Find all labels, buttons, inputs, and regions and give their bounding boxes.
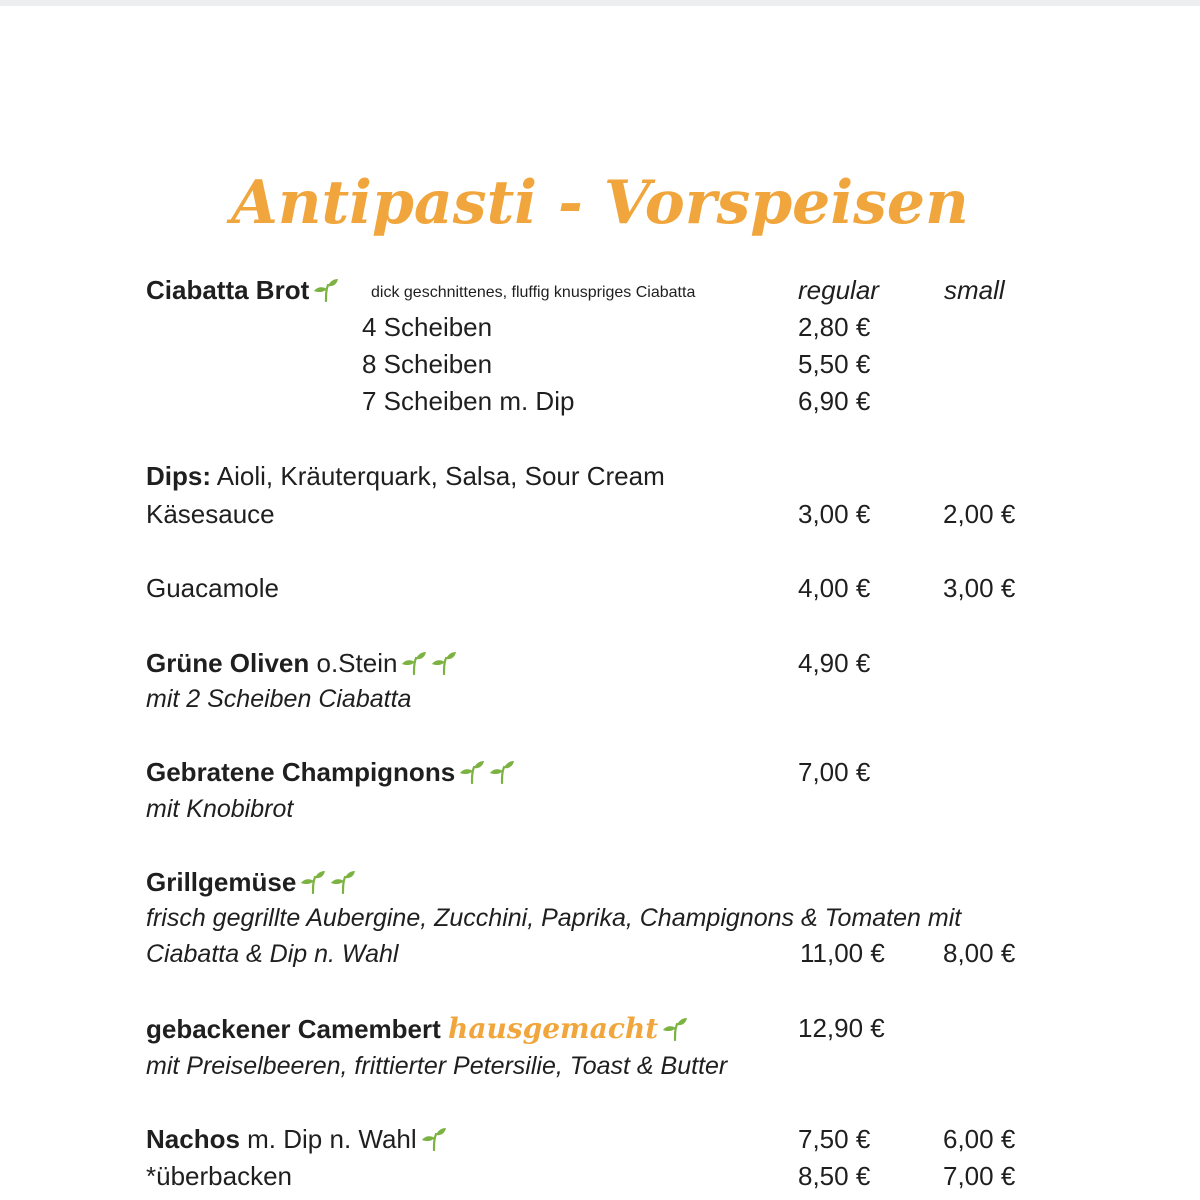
price-small: 2,00 €	[943, 499, 1016, 529]
menu-item-camembert	[146, 1014, 688, 1044]
price-small: 7,00 €	[943, 1161, 1016, 1191]
item-description: Ciabatta & Dip n. Wahl	[146, 940, 399, 968]
sprout-icon	[300, 870, 326, 894]
price-regular: 7,00 €	[798, 757, 871, 787]
item-description: mit 2 Scheiben Ciabatta	[146, 685, 412, 713]
item-name: Grillgemüse	[146, 867, 297, 897]
price-regular: 8,50 €	[798, 1161, 871, 1191]
price-regular: 4,90 €	[798, 648, 871, 678]
item-description: Aioli, Kräuterquark, Salsa, Sour Cream	[211, 461, 665, 491]
item-description: mit Knobibrot	[146, 795, 294, 823]
item-name: Nachos	[146, 1124, 240, 1154]
menu-item-champignons	[146, 757, 515, 787]
price-small: 6,00 €	[943, 1124, 1016, 1154]
menu-item-guacamole: Guacamole	[146, 573, 279, 603]
page-title: Antipasti - Vorspeisen	[231, 168, 969, 238]
menu-item-grillgemuese	[146, 867, 356, 897]
item-description: frisch gegrillte Aubergine, Zucchini, Paprika, Champignons & Tomaten mit	[146, 904, 962, 932]
sprout-icon	[489, 760, 515, 784]
item-suffix: m. Dip n. Wahl	[239, 1124, 417, 1154]
price-regular: 3,00 €	[798, 499, 871, 529]
option-label: 7 Scheiben m. Dip	[362, 386, 575, 416]
homemade-tag: hausgemacht	[448, 1012, 659, 1045]
menu-item-nachos	[146, 1124, 447, 1154]
sprout-icon	[313, 278, 339, 302]
menu-item-ciabatta	[146, 275, 339, 305]
item-name: Ciabatta Brot	[146, 275, 310, 305]
option-label: 4 Scheiben	[362, 312, 493, 342]
menu-item-dips	[146, 461, 665, 491]
sprout-icon	[431, 651, 457, 675]
price-regular: 11,00 €	[800, 938, 885, 968]
price-regular: 4,00 €	[798, 573, 871, 603]
item-name: Gebratene Champignons	[146, 757, 456, 787]
top-border	[0, 0, 1200, 6]
price-regular: 7,50 €	[798, 1124, 871, 1154]
price-small: 3,00 €	[943, 573, 1016, 603]
item-name: gebackener Camembert	[146, 1014, 441, 1044]
item-description: mit Preiselbeeren, frittierter Petersilie, Toast & Butter	[146, 1052, 728, 1080]
price-small: 8,00 €	[943, 938, 1016, 968]
price-regular: 12,90 €	[798, 1013, 885, 1043]
menu-item-oliven	[146, 648, 457, 678]
item-suffix: o.Stein	[309, 648, 398, 678]
item-description: *überbacken	[146, 1161, 292, 1191]
item-name: Dips:	[146, 461, 211, 491]
column-header-small: small	[944, 275, 1005, 305]
price-regular: 2,80 €	[798, 312, 871, 342]
column-header-regular: regular	[798, 275, 879, 305]
price-regular: 5,50 €	[798, 349, 871, 379]
sprout-icon	[330, 870, 356, 894]
price-regular: 6,90 €	[798, 386, 871, 416]
item-name: Grüne Oliven	[146, 648, 310, 678]
sprout-icon	[459, 760, 485, 784]
option-label: 8 Scheiben	[362, 349, 493, 379]
sprout-icon	[401, 651, 427, 675]
sprout-icon	[421, 1127, 447, 1151]
item-description: dick geschnittenes, fluffig knuspriges Ciabatta	[371, 284, 696, 301]
item-description: Käsesauce	[146, 499, 275, 529]
sprout-icon	[662, 1017, 688, 1041]
